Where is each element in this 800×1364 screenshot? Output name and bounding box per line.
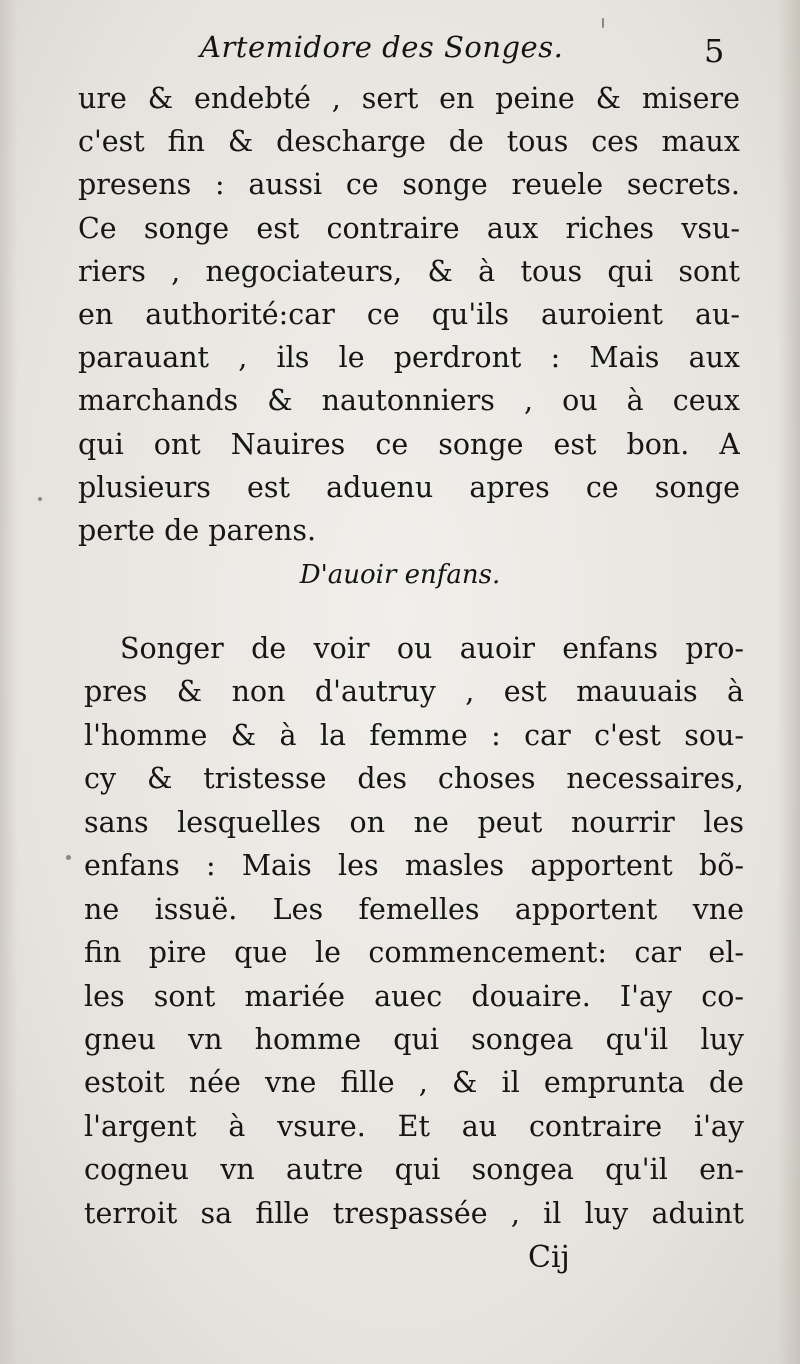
section-heading: D'auoir enfans. xyxy=(299,560,501,590)
text-line: enfans : Mais les masles apportent bõ- xyxy=(84,849,744,883)
page-header xyxy=(0,30,800,80)
signature-mark: Cij xyxy=(528,1240,570,1275)
text-line: c'est fin & descharge de tous ces maux xyxy=(78,125,740,159)
text-line: pres & non d'autruy , est mauuais à xyxy=(84,675,744,709)
text-line: parauant , ils le perdront : Mais aux xyxy=(78,341,740,375)
page-edge-right xyxy=(778,0,800,1364)
text-line: qui ont Nauires ce songe est bon. A xyxy=(78,427,740,461)
ink-speck xyxy=(602,18,604,28)
text-line: l'homme & à la femme : car c'est sou- xyxy=(84,718,744,752)
text-line: riers , negociateurs, & à tous qui sont xyxy=(78,254,740,288)
text-line: presens : aussi ce songe reuele secrets. xyxy=(78,168,740,202)
text-line: perte de parens. xyxy=(78,513,317,547)
text-line: marchands & nautonniers , ou à ceux xyxy=(78,384,740,418)
page-edge-left xyxy=(0,0,18,1364)
text-line: cogneu vn autre qui songea qu'il en- xyxy=(84,1153,744,1187)
text-line: les sont mariée auec douaire. I'ay co- xyxy=(84,979,744,1013)
text-line: Ce songe est contraire aux riches vsu- xyxy=(78,211,740,245)
running-title: Artemidore des Songes. xyxy=(200,30,564,64)
text-line: plusieurs est aduenu apres ce songe xyxy=(78,470,740,504)
text-line: terroit sa fille trespassée , il luy aduint xyxy=(84,1196,744,1230)
text-line: estoit née vne fille , & il emprunta de xyxy=(84,1066,744,1100)
text-line: en authorité:car ce qu'ils auroient au- xyxy=(78,297,740,331)
text-line: ure & endebté , sert en peine & misere xyxy=(78,82,740,115)
text-line: Songer de voir ou auoir enfans pro- xyxy=(120,632,744,665)
paragraph-2 xyxy=(84,627,744,1235)
text-line: fin pire que le commencement: car el- xyxy=(84,936,744,970)
text-line: sans lesquelles on ne peut nourrir les xyxy=(84,805,744,839)
paragraph-1 xyxy=(78,77,740,552)
text-line: ne issuë. Les femelles apportent vne xyxy=(84,892,744,926)
ink-speck xyxy=(38,497,42,501)
ink-speck xyxy=(66,855,71,860)
text-line: l'argent à vsure. Et au contraire i'ay xyxy=(84,1109,744,1143)
text-line: cy & tristesse des choses necessaires, xyxy=(84,762,744,796)
page-number: 5 xyxy=(704,32,725,70)
text-line: gneu vn homme qui songea qu'il luy xyxy=(84,1022,744,1056)
